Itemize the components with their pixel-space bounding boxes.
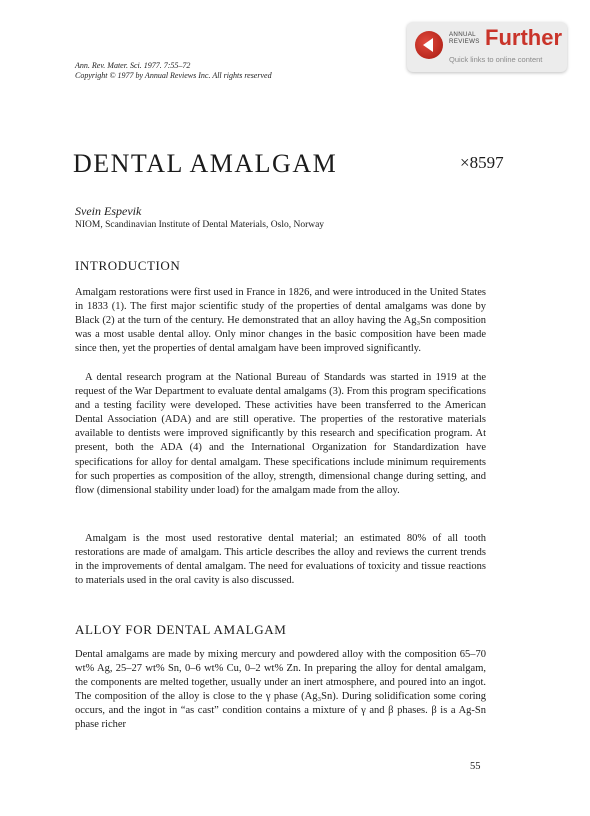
citation-block (75, 61, 272, 81)
play-arrow-icon (415, 31, 443, 59)
section-heading-alloy: ALLOY FOR DENTAL AMALGAM (75, 622, 287, 637)
author-affiliation: NIOM, Scandinavian Institute of Dental Materials, Oslo, Norway (75, 220, 325, 230)
paragraph: Dental amalgams are made by mixing mercury and powdered alloy with the composition 65–70 wt% Ag, 25–27 wt% Sn, 0–6 wt% Cu, 0–2 wt% Zn. In preparing the alloy for dental amalgam, the components are melted together, usually under an inert atmosphere, and poured into an ingot. The composition of the alloy is close to the γ phase (Ag₃Sn). During solidification some coring occurs, and the ingot in “as cast” condition contains a mixture of γ and β phases. β is a Ag-Sn phase richer (75, 649, 486, 731)
article-title: DENTAL AMALGAM (73, 149, 338, 178)
paragraph: Amalgam is the most used restorative dental material; an estimated 80% of all tooth restorations are made of amalgam. This article describes the alloy and reviews the current trends in the improvements of dental amalgam. The need for evaluations of toxicity and tissue reactions to materials used in the oral cavity is also discussed. (75, 533, 486, 587)
paragraph: Amalgam restorations were first used in France in 1826, and were introduced in the United States in 1833 (1). The first major scientific study of the properties of dental amalgams was done by Black (2) at the turn of the century. He demonstrated that an alloy having the Ag₃Sn composition was a most usable dental alloy. Only minor changes in the basic composition have been made since then, yet the properties of dental amalgam have been improved significantly. (75, 287, 486, 355)
further-title: Further (485, 25, 562, 50)
annual-reviews-brand (449, 31, 480, 45)
brand-line-2: REVIEWS (449, 38, 480, 45)
further-subtitle: Quick links to online content (449, 55, 543, 64)
brand-line-1: ANNUAL (449, 31, 476, 38)
section-heading-introduction: INTRODUCTION (75, 258, 181, 273)
paragraph: A dental research program at the National Bureau of Standards was started in 1919 at the request of the War Department to evaluate dental amalgams (3). From this program specifications and a testing facility were developed. These activities have been transferred to the American Dental Association (ADA) and are still operative. The properties of the restorative materials available to dentists were improved significantly by this research and specification program. At present, both the ADA (4) and the International Organization for Standardization have specifications for alloy for dental amalgam. These specifications include minimum requirements for such properties as composition of the alloy, strength, dimensional change during setting, and flow (dimensional stability under load) for the amalgam made from the alloy. (75, 372, 486, 496)
further-links-badge[interactable] (407, 22, 567, 72)
citation-line-2: Copyright © 1977 by Annual Reviews Inc. All rights reserved (75, 71, 272, 80)
reference-number: ×8597 (460, 153, 504, 172)
page-number: 55 (470, 761, 481, 772)
author-name: Svein Espevik (75, 204, 142, 218)
citation-line-1: Ann. Rev. Mater. Sci. 1977. 7:55–72 (75, 61, 191, 70)
